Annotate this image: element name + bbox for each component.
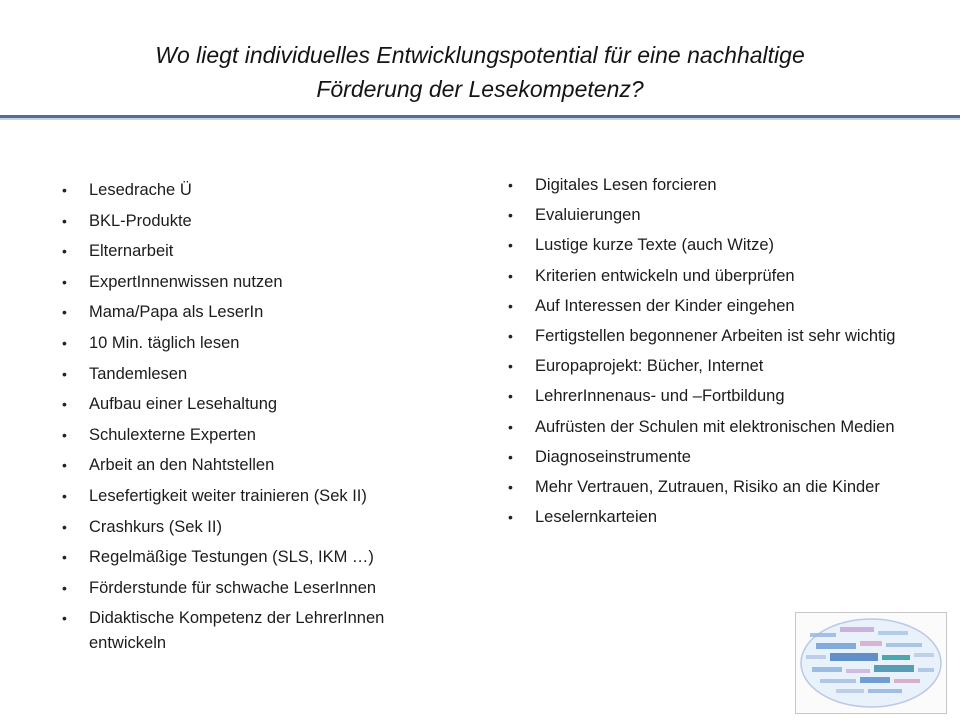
list-item: • Elternarbeit <box>62 239 442 264</box>
list-item: • Lustige kurze Texte (auch Witze) <box>508 233 900 258</box>
list-item: • Digitales Lesen forcieren <box>508 173 900 198</box>
list-item: • Tandemlesen <box>62 362 442 387</box>
list-item: • BKL-Produkte <box>62 209 442 234</box>
list-item: • Aufrüsten der Schulen mit elektronischen Medien <box>508 415 900 440</box>
list-item: • Didaktische Kompetenz der LehrerInnen entwickeln <box>62 606 442 656</box>
list-item: • Leselernkarteien <box>508 505 900 530</box>
left-bullet-list <box>62 178 442 662</box>
list-item: • LehrerInnenaus- und –Fortbildung <box>508 384 900 409</box>
list-item: • Diagnoseinstrumente <box>508 445 900 470</box>
list-item: • Lesefertigkeit weiter trainieren (Sek II) <box>62 484 442 509</box>
list-item: • Regelmäßige Testungen (SLS, IKM …) <box>62 545 442 570</box>
list-item: • Arbeit an den Nahtstellen <box>62 453 442 478</box>
list-item: • 10 Min. täglich lesen <box>62 331 442 356</box>
list-item: • Fertigstellen begonnener Arbeiten ist sehr wichtig <box>508 324 900 349</box>
list-item: • Kriterien entwickeln und überprüfen <box>508 264 900 289</box>
list-item: • Evaluierungen <box>508 203 900 228</box>
slide-title-line-2: Förderung der Lesekompetenz? <box>316 76 644 102</box>
list-item: • Auf Interessen der Kinder eingehen <box>508 294 900 319</box>
list-item: • Förderstunde für schwache LeserInnen <box>62 576 442 601</box>
slide-title <box>40 38 920 106</box>
list-item: • Schulexterne Experten <box>62 423 442 448</box>
list-item: • ExpertInnenwissen nutzen <box>62 270 442 295</box>
slide-title-line-1: Wo liegt individuelles Entwicklungspotential für eine nachhaltige <box>155 42 805 68</box>
title-divider-shadow <box>0 118 960 120</box>
list-item: • Europaprojekt: Bücher, Internet <box>508 354 900 379</box>
list-item: • Mama/Papa als LeserIn <box>62 300 442 325</box>
list-item: • Lesedrache Ü <box>62 178 442 203</box>
right-bullet-list <box>508 173 900 535</box>
list-item: • Mehr Vertrauen, Zutrauen, Risiko an die Kinder <box>508 475 900 500</box>
word-cloud-globe-image <box>795 612 947 714</box>
globe-icon <box>796 613 946 713</box>
list-item: • Aufbau einer Lesehaltung <box>62 392 442 417</box>
list-item: • Crashkurs (Sek II) <box>62 515 442 540</box>
